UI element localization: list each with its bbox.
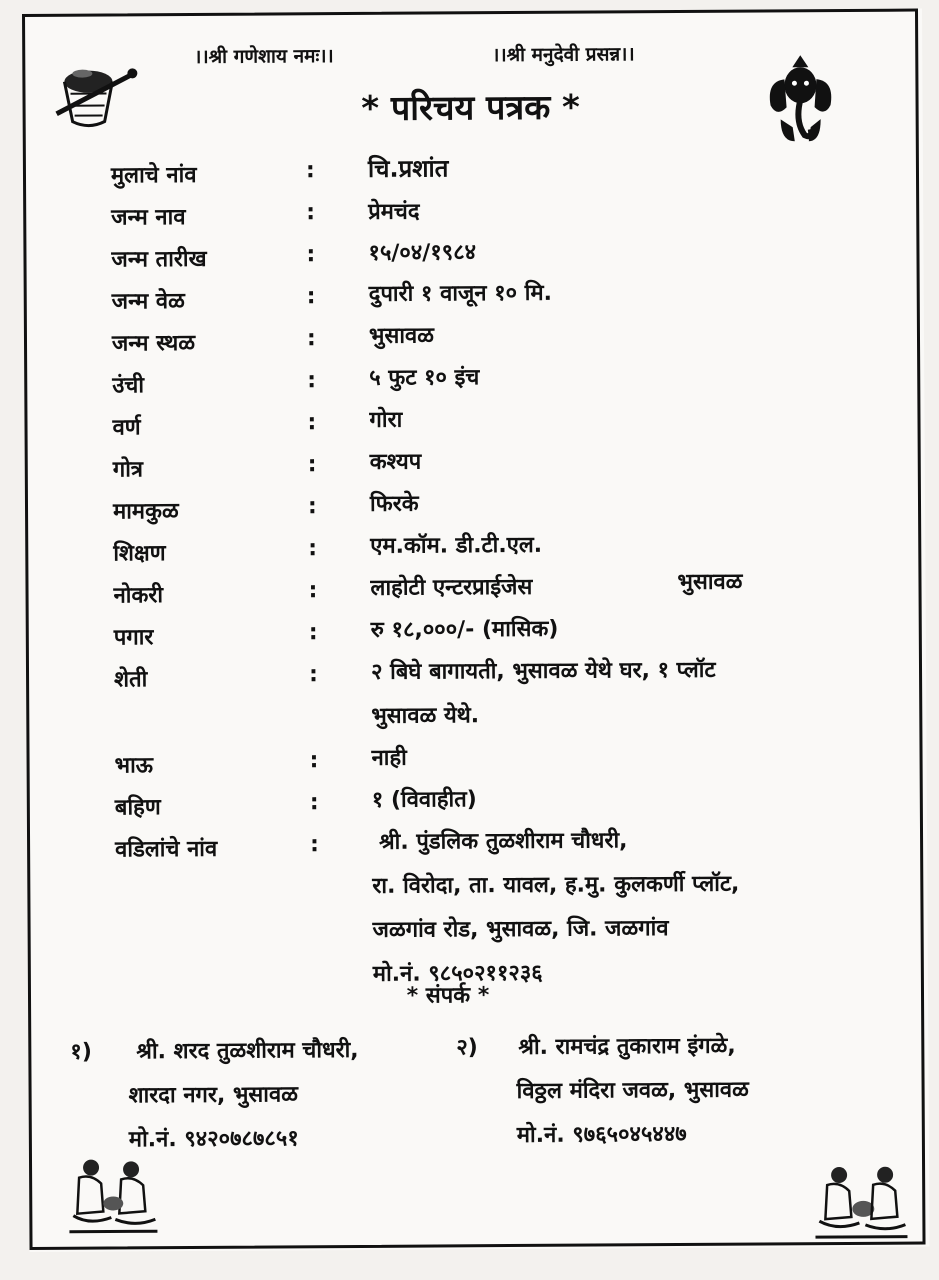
field-colon: :: [308, 578, 318, 604]
field-colon: :: [306, 284, 316, 310]
field-value-property-line2: भुसावळ येथे.: [371, 703, 480, 729]
field-colon: :: [306, 326, 316, 352]
contact-2-phone: मो.नं. ९७६५०४५४४७: [516, 1121, 687, 1148]
field-label-complexion: वर्ण: [112, 415, 141, 441]
field-label-salary: पगार: [113, 625, 154, 651]
field-colon: :: [307, 368, 317, 394]
field-value-sister: १ (विवाहीत): [371, 787, 477, 813]
field-colon: :: [310, 832, 319, 858]
contact-2-address: विठ्ठल मंदिरा जवळ, भुसावळ: [516, 1077, 749, 1104]
field-colon: :: [308, 536, 318, 562]
field-value-father-phone: मो.नं. ९८५०२११२३६: [372, 960, 543, 987]
field-value-father-name: श्री. पुंडलिक तुळशीराम चौधरी,: [378, 828, 628, 855]
field-value-height: ५ फुट १० इंच: [369, 365, 480, 391]
field-value-job: लाहोटी एन्टरप्राईजेस: [370, 574, 533, 601]
musicians-illustration-left-icon: [65, 1153, 162, 1238]
musicians-illustration-right-icon: [811, 1161, 911, 1244]
contact-2-name: श्री. रामचंद्र तुकाराम इंगळे,: [518, 1033, 736, 1060]
field-colon: :: [307, 452, 317, 478]
field-value-father-address-2: जळगांव रोड, भुसावळ, जि. जळगांव: [372, 916, 669, 943]
field-value-brother: नाही: [371, 745, 407, 771]
field-value-property: २ बिघे बागायती, भुसावळ येथे घर, १ प्लॉट: [370, 657, 716, 685]
field-colon: :: [307, 410, 317, 436]
field-label-birth-time: जन्म वेळ: [111, 289, 185, 315]
field-colon: :: [307, 494, 317, 520]
field-label-height: उंची: [112, 373, 145, 399]
introduction-card: [22, 9, 930, 1252]
left-invocation: ।।श्री गणेशाय नमः।।: [194, 45, 334, 68]
field-value-salary: रु १८,०००/- (मासिक): [370, 616, 559, 643]
field-label-father-name: वडिलांचे नांव: [115, 836, 218, 863]
field-value-education: एम.कॉम. डी.टी.एल.: [370, 532, 543, 559]
field-label-birth-date: जन्म तारीख: [111, 246, 207, 273]
field-colon: :: [306, 242, 316, 268]
field-value-complexion: गोरा: [369, 407, 403, 433]
field-label-brother: भाऊ: [114, 753, 154, 779]
field-colon: :: [305, 158, 315, 184]
field-label-maternal-family: मामकुळ: [112, 499, 179, 525]
field-colon: :: [309, 790, 319, 816]
field-value-maternal-family: फिरके: [369, 491, 419, 517]
field-label-boy-name: मुलाचे नांव: [110, 162, 197, 189]
contact-1-address: शारदा नगर, भुसावळ: [128, 1082, 298, 1109]
field-colon: :: [309, 748, 319, 774]
right-invocation: ।।श्री मनुदेवी प्रसन्न।।: [492, 43, 635, 67]
field-label-birth-place: जन्म स्थळ: [111, 330, 196, 357]
field-label-birth-name: जन्म नाव: [111, 205, 186, 231]
field-colon: :: [308, 662, 318, 688]
field-value-gotra: कश्यप: [369, 449, 422, 475]
field-label-job: नोकरी: [113, 583, 164, 609]
field-value-father-address-1: रा. विरोदा, ता. यावल, ह.मु. कुलकर्णी प्लॉट,: [372, 871, 740, 899]
contact-1-name: श्री. शरद तुळशीराम चौधरी,: [136, 1037, 359, 1065]
field-label-sister: बहिण: [114, 795, 161, 821]
contact-title: * संपर्क *: [406, 983, 490, 1009]
field-value-job-place: भुसावळ: [677, 569, 743, 596]
field-label-education: शिक्षण: [113, 541, 166, 567]
contact-2-number: २): [456, 1035, 478, 1061]
field-value-birth-name: प्रेमचंद: [368, 199, 420, 225]
field-colon: :: [306, 200, 316, 226]
field-value-birth-date: १५/०४/१९८४: [368, 240, 477, 266]
field-label-property: शेती: [113, 667, 148, 693]
contact-1-phone: मो.नं. ९४२०७८७८५१: [128, 1126, 299, 1153]
contact-1-number: १): [70, 1039, 92, 1065]
field-value-birth-place: भुसावळ: [368, 323, 435, 349]
field-value-boy-name: चि.प्रशांत: [367, 154, 449, 183]
page-title: * परिचय पत्रक *: [361, 87, 581, 129]
field-colon: :: [308, 620, 318, 646]
field-value-birth-time: दुपारी १ वाजून १० मि.: [368, 280, 553, 307]
field-label-gotra: गोत्र: [112, 457, 144, 483]
